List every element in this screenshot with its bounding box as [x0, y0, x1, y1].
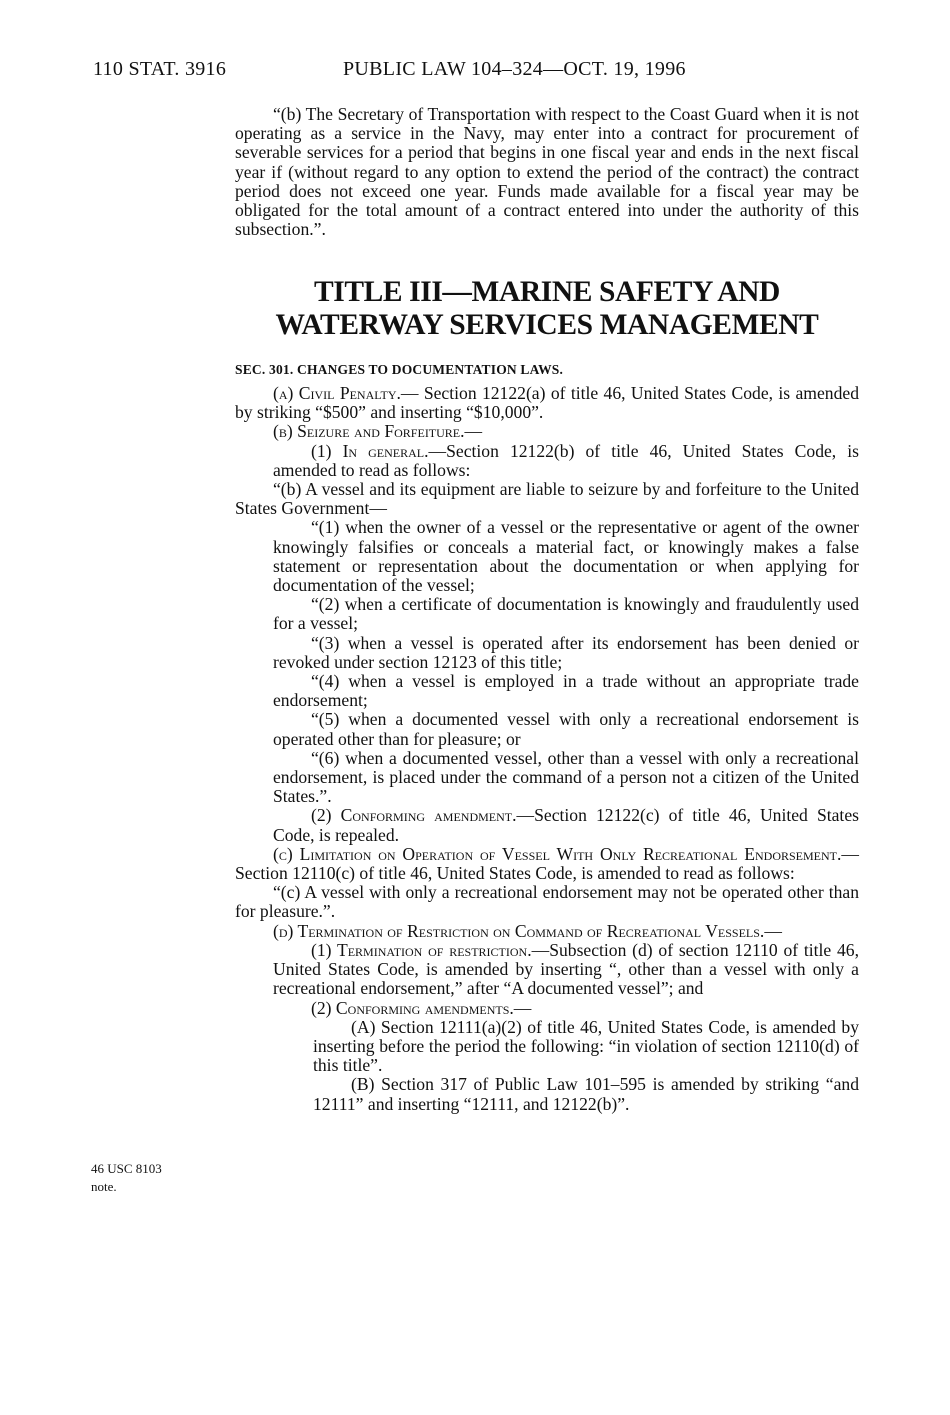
margin-note	[91, 1160, 162, 1196]
paragraph-a	[235, 384, 859, 422]
paragraph-b2-label: (2) Conforming amendment.—	[311, 805, 535, 826]
stat-page-number: 110 STAT. 3916	[93, 58, 227, 80]
paragraph-a-text: Section 12122(a) of title 46, United States Code, is amended by striking “$500” and inserting “$10,000”.	[235, 383, 859, 423]
paragraph-b1-text: Section 12122(b) of title 46, United States Code, is amended to read as follows:	[273, 440, 859, 480]
paragraph-b2	[273, 806, 859, 844]
paragraph-b2-text: Section 12122(c) of title 46, United States Code, is repealed.	[273, 805, 859, 845]
margin-note-citation: 46 USC 8103	[91, 1161, 162, 1176]
quoted-subsection-c: “(c) A vessel with only a recreational endorsement may not be operated other than for pleasure.”.	[235, 882, 859, 922]
list-item: “(2) when a certificate of documentation is knowingly and fraudulently used for a vessel;	[273, 594, 859, 634]
section-heading: SEC. 301. CHANGES TO DOCUMENTATION LAWS.	[235, 362, 564, 377]
page-header	[93, 58, 858, 86]
paragraph-b-label: (b) Seizure and Forfeiture.—	[273, 421, 483, 442]
paragraph-dB: (B) Section 317 of Public Law 101–595 is amended by striking “and 12111” and inserting “12111, and 12122(b)”.	[313, 1074, 859, 1114]
paragraph-c-text: Section 12110(c) of title 46, United States Code, is amended to read as follows:	[235, 863, 795, 884]
section-body	[235, 384, 859, 1114]
paragraph-d1-label: (1) Termination of restriction.—	[311, 939, 550, 960]
public-law-citation: PUBLIC LAW 104–324—OCT. 19, 1996	[343, 58, 686, 80]
list-item: “(1) when the owner of a vessel or the representative or agent of the owner knowingly falsifies or conceals a material fact, or knowingly makes a false statement or representation about the documentation or when applying for documentation of the vessel;	[273, 517, 859, 596]
paragraph-d2-label: (2) Conforming amendments.—	[311, 997, 532, 1018]
paragraph-c-label: (c) Limitation on Operation of Vessel With Only Recreational Endorsement.—	[273, 843, 859, 864]
list-item: “(6) when a documented vessel, other than a vessel with only a recreational endorsement, is placed under the command of a person not a citizen of the United States.”.	[273, 747, 859, 807]
paragraph-d-label: (d) Termination of Restriction on Command of Recreational Vessels.—	[273, 920, 782, 941]
paragraph-b1	[273, 442, 859, 480]
subsection-b-block	[235, 105, 859, 239]
title-line-1: TITLE III—MARINE SAFETY AND	[314, 276, 780, 308]
list-item: “(4) when a vessel is employed in a trade without an appropriate trade endorsement;	[273, 671, 859, 711]
paragraph-dA: (A) Section 12111(a)(2) of title 46, United States Code, is amended by inserting before the period the following: “in violation of section 12110(d) of this title”.	[313, 1016, 859, 1076]
paragraph-d2	[273, 999, 859, 1018]
title-heading	[235, 276, 859, 342]
list-item: “(3) when a vessel is operated after its endorsement has been denied or revoked under section 12123 of this title;	[273, 632, 859, 672]
subsection-b-paragraph: “(b) The Secretary of Transportation with respect to the Coast Guard when it is not operating as a service in the Navy, may enter into a contract for procurement of severable services for a period that begins in one fiscal year and ends in the next fiscal year if (without regard to any option to extend the period of the contract) the contract period does not exceed one year. Funds made available for a fiscal year may be obligated for the total amount of a contract entered into under the authority of this subsection.”.	[235, 104, 859, 240]
paragraph-b	[235, 422, 859, 441]
quoted-subsection-b: “(b) A vessel and its equipment are liable to seizure by and forfeiture to the United States Government—	[235, 479, 859, 519]
paragraph-b1-label: (1) In general.—	[311, 440, 447, 461]
paragraph-d1	[273, 941, 859, 999]
paragraph-c	[235, 845, 859, 883]
paragraph-d	[235, 922, 859, 941]
margin-note-suffix: note.	[91, 1179, 117, 1194]
list-item: “(5) when a documented vessel with only a recreational endorsement is operated other than for pleasure; or	[273, 709, 859, 749]
paragraph-a-label: (a) Civil Penalty.—	[273, 383, 419, 403]
title-line-2: WATERWAY SERVICES MANAGEMENT	[275, 309, 819, 341]
paragraph-d1-text: Subsection (d) of section 12110 of title 46, United States Code, is amended by inserting “, other than a vessel with only a recreational endorsement,” after “A documented vessel”; and	[273, 939, 859, 999]
